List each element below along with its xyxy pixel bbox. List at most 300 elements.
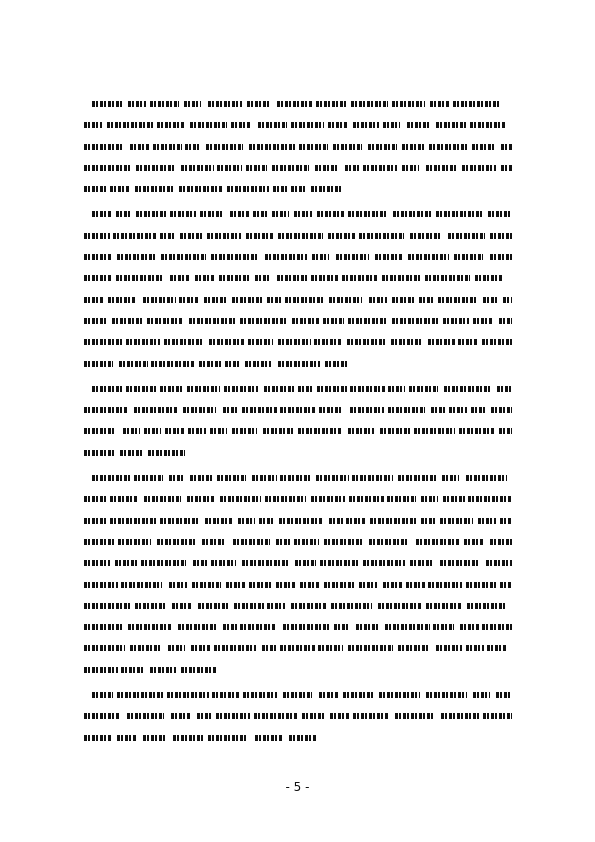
word-glyphs — [130, 645, 162, 651]
word-glyphs — [473, 318, 492, 324]
word-glyphs — [363, 560, 405, 566]
word-glyphs — [369, 297, 387, 303]
word-glyphs — [92, 101, 123, 107]
word-glyphs — [92, 475, 131, 481]
word-glyphs — [144, 496, 181, 502]
text-line — [84, 597, 512, 618]
word-glyphs — [272, 211, 289, 217]
word-glyphs — [153, 144, 182, 150]
word-glyphs — [311, 496, 345, 502]
word-glyphs — [441, 713, 479, 719]
word-glyphs — [181, 165, 214, 171]
word-glyphs — [212, 692, 240, 698]
word-glyphs — [345, 165, 359, 171]
word-glyphs — [483, 297, 498, 303]
word-glyphs — [189, 318, 235, 324]
word-glyphs — [258, 122, 287, 128]
text-line — [84, 159, 512, 180]
word-glyphs — [160, 386, 182, 392]
word-glyphs — [291, 186, 306, 192]
word-glyphs — [426, 165, 456, 171]
word-glyphs — [311, 186, 343, 192]
word-glyphs — [179, 186, 223, 192]
word-glyphs — [438, 297, 477, 303]
word-glyphs — [84, 407, 127, 413]
word-glyphs — [84, 275, 111, 281]
word-glyphs — [148, 450, 185, 456]
word-glyphs — [84, 624, 123, 630]
word-glyphs — [501, 144, 512, 150]
word-glyphs — [108, 297, 136, 303]
word-glyphs — [300, 582, 320, 588]
word-glyphs — [402, 144, 425, 150]
word-glyphs — [298, 428, 342, 434]
word-glyphs — [242, 560, 289, 566]
word-glyphs — [180, 233, 204, 239]
word-glyphs — [388, 407, 425, 413]
word-glyphs — [350, 386, 385, 392]
word-glyphs — [206, 144, 243, 150]
word-glyphs — [265, 254, 307, 260]
word-glyphs — [249, 582, 272, 588]
word-glyphs — [359, 582, 377, 588]
word-glyphs — [421, 518, 436, 524]
word-glyphs — [136, 211, 167, 217]
word-glyphs — [407, 122, 429, 128]
body-text — [84, 95, 512, 754]
word-glyphs — [499, 428, 512, 434]
word-glyphs — [433, 624, 454, 630]
word-glyphs — [262, 645, 276, 651]
word-glyphs — [409, 386, 438, 392]
word-glyphs — [278, 361, 320, 367]
word-glyphs — [324, 539, 364, 545]
word-glyphs — [426, 692, 467, 698]
paragraph — [84, 380, 512, 465]
word-glyphs — [318, 645, 343, 651]
word-glyphs — [168, 645, 185, 651]
word-glyphs — [392, 101, 425, 107]
word-glyphs — [311, 275, 338, 281]
word-glyphs — [280, 407, 315, 413]
word-glyphs — [443, 318, 469, 324]
word-glyphs — [329, 518, 343, 524]
word-glyphs — [211, 560, 236, 566]
word-glyphs — [246, 165, 267, 171]
text-line — [84, 639, 512, 660]
word-glyphs — [240, 318, 286, 324]
word-glyphs — [428, 339, 455, 345]
word-glyphs — [316, 475, 349, 481]
word-glyphs — [187, 496, 215, 502]
word-glyphs — [398, 475, 436, 481]
word-glyphs — [378, 603, 422, 609]
word-glyphs — [121, 582, 162, 588]
word-glyphs — [84, 735, 112, 741]
word-glyphs — [444, 386, 491, 392]
word-glyphs — [110, 186, 129, 192]
word-glyphs — [195, 275, 215, 281]
word-glyphs — [490, 233, 512, 239]
word-glyphs — [497, 386, 512, 392]
text-line — [84, 576, 512, 597]
word-glyphs — [200, 211, 224, 217]
word-glyphs — [356, 624, 379, 630]
word-glyphs — [273, 186, 288, 192]
word-glyphs — [193, 560, 207, 566]
word-glyphs — [170, 275, 189, 281]
word-glyphs — [248, 339, 273, 345]
word-glyphs — [214, 645, 256, 651]
word-glyphs — [84, 233, 110, 239]
word-glyphs — [150, 667, 176, 673]
word-glyphs — [473, 692, 490, 698]
text-line — [84, 205, 512, 226]
word-glyphs — [410, 233, 441, 239]
word-glyphs — [328, 233, 356, 239]
word-glyphs — [382, 275, 421, 281]
word-glyphs — [157, 539, 195, 545]
word-glyphs — [238, 518, 255, 524]
word-glyphs — [398, 645, 430, 651]
word-glyphs — [84, 428, 116, 434]
word-glyphs — [169, 475, 185, 481]
word-glyphs — [135, 186, 173, 192]
word-glyphs — [466, 475, 507, 481]
word-glyphs — [442, 475, 459, 481]
word-glyphs — [453, 101, 499, 107]
word-glyphs — [179, 297, 199, 303]
text-line — [84, 380, 512, 401]
word-glyphs — [84, 297, 104, 303]
word-glyphs — [294, 211, 312, 217]
word-glyphs — [205, 518, 232, 524]
word-glyphs — [84, 667, 118, 673]
word-glyphs — [291, 122, 324, 128]
word-glyphs — [84, 144, 124, 150]
text-line — [84, 444, 512, 465]
word-glyphs — [84, 603, 130, 609]
word-glyphs — [247, 101, 271, 107]
text-line — [84, 661, 512, 682]
word-glyphs — [130, 144, 149, 150]
page-number: - 5 - — [285, 780, 310, 794]
word-glyphs — [294, 539, 319, 545]
word-glyphs — [185, 144, 201, 150]
word-glyphs — [295, 560, 316, 566]
word-glyphs — [117, 735, 137, 741]
word-glyphs — [198, 603, 230, 609]
word-glyphs — [359, 233, 404, 239]
word-glyphs — [486, 560, 512, 566]
word-glyphs — [197, 713, 212, 719]
word-glyphs — [302, 713, 326, 719]
word-glyphs — [167, 692, 209, 698]
word-glyphs — [107, 122, 153, 128]
word-glyphs — [254, 713, 297, 719]
word-glyphs — [278, 339, 311, 345]
word-glyphs — [350, 407, 384, 413]
word-glyphs — [468, 496, 512, 502]
text-line — [84, 533, 512, 554]
word-glyphs — [84, 518, 106, 524]
text-line — [84, 469, 512, 490]
word-glyphs — [232, 428, 257, 434]
word-glyphs — [333, 144, 362, 150]
text-line — [84, 312, 512, 333]
word-glyphs — [410, 560, 434, 566]
word-glyphs — [482, 339, 512, 345]
word-glyphs — [421, 496, 438, 502]
word-glyphs — [208, 101, 242, 107]
text-line — [84, 269, 512, 290]
word-glyphs — [283, 692, 312, 698]
word-glyphs — [490, 539, 512, 545]
word-glyphs — [187, 386, 220, 392]
word-glyphs — [123, 428, 140, 434]
word-glyphs — [170, 211, 196, 217]
word-glyphs — [325, 361, 349, 367]
paragraph — [84, 205, 512, 375]
word-glyphs — [458, 339, 477, 345]
word-glyphs — [246, 233, 273, 239]
word-glyphs — [217, 165, 242, 171]
word-glyphs — [317, 211, 345, 217]
text-line — [84, 95, 512, 116]
word-glyphs — [500, 582, 512, 588]
word-glyphs — [128, 624, 172, 630]
word-glyphs — [84, 122, 102, 128]
word-glyphs — [471, 407, 487, 413]
word-glyphs — [430, 101, 450, 107]
word-glyphs — [278, 233, 323, 239]
text-line — [84, 554, 512, 575]
word-glyphs — [472, 144, 495, 150]
word-glyphs — [363, 165, 397, 171]
word-glyphs — [259, 518, 273, 524]
word-glyphs — [336, 254, 369, 260]
word-glyphs — [353, 122, 379, 128]
word-glyphs — [207, 233, 241, 239]
word-glyphs — [121, 667, 143, 673]
word-glyphs — [92, 386, 122, 392]
word-glyphs — [116, 211, 132, 217]
word-glyphs — [157, 122, 185, 128]
word-glyphs — [406, 582, 425, 588]
word-glyphs — [393, 211, 432, 217]
word-glyphs — [143, 297, 176, 303]
word-glyphs — [253, 211, 267, 217]
word-glyphs — [315, 165, 338, 171]
word-glyphs — [136, 165, 175, 171]
word-glyphs — [183, 407, 216, 413]
text-line — [84, 355, 512, 376]
word-glyphs — [230, 211, 249, 217]
word-glyphs — [501, 165, 512, 171]
word-glyphs — [292, 318, 320, 324]
word-glyphs — [117, 254, 155, 260]
word-glyphs — [126, 386, 156, 392]
text-line — [84, 291, 512, 312]
word-glyphs — [348, 645, 393, 651]
word-glyphs — [324, 582, 355, 588]
word-glyphs — [151, 361, 195, 367]
word-glyphs — [92, 211, 111, 217]
word-glyphs — [242, 407, 277, 413]
word-glyphs — [425, 275, 470, 281]
word-glyphs — [277, 275, 308, 281]
word-glyphs — [135, 603, 166, 609]
text-line — [84, 729, 512, 750]
word-glyphs — [448, 233, 485, 239]
word-glyphs — [449, 407, 467, 413]
word-glyphs — [408, 254, 449, 260]
word-glyphs — [223, 624, 237, 630]
word-glyphs — [217, 475, 246, 481]
text-line — [84, 333, 512, 354]
word-glyphs — [416, 539, 460, 545]
word-glyphs — [245, 361, 271, 367]
word-glyphs — [141, 560, 186, 566]
word-glyphs — [387, 496, 416, 502]
word-glyphs — [126, 339, 160, 345]
word-glyphs — [380, 428, 410, 434]
word-glyphs — [440, 560, 480, 566]
word-glyphs — [414, 428, 455, 434]
word-glyphs — [490, 254, 512, 260]
word-glyphs — [342, 275, 378, 281]
word-glyphs — [319, 692, 339, 698]
word-glyphs — [120, 450, 142, 456]
word-glyphs — [323, 318, 344, 324]
word-glyphs — [466, 582, 497, 588]
word-glyphs — [462, 165, 496, 171]
word-glyphs — [178, 624, 216, 630]
word-glyphs — [224, 386, 258, 392]
word-glyphs — [263, 428, 293, 434]
paragraph — [84, 95, 512, 201]
word-glyphs — [191, 645, 210, 651]
word-glyphs — [190, 475, 214, 481]
word-glyphs — [84, 582, 118, 588]
word-glyphs — [346, 518, 366, 524]
text-line — [84, 227, 512, 248]
word-glyphs — [388, 386, 405, 392]
word-glyphs — [231, 122, 251, 128]
word-glyphs — [443, 496, 465, 502]
word-glyphs — [496, 692, 512, 698]
word-glyphs — [419, 297, 434, 303]
word-glyphs — [84, 539, 115, 545]
word-glyphs — [172, 603, 191, 609]
word-glyphs — [84, 318, 106, 324]
word-glyphs — [161, 254, 206, 260]
word-glyphs — [383, 122, 400, 128]
word-glyphs — [464, 539, 484, 545]
word-glyphs — [402, 165, 419, 171]
word-glyphs — [500, 518, 512, 524]
word-glyphs — [285, 297, 324, 303]
word-glyphs — [181, 667, 217, 673]
word-glyphs — [84, 186, 107, 192]
word-glyphs — [351, 101, 388, 107]
word-glyphs — [431, 407, 445, 413]
word-glyphs — [460, 624, 479, 630]
word-glyphs — [347, 339, 386, 345]
word-glyphs — [208, 735, 248, 741]
word-glyphs — [243, 692, 277, 698]
word-glyphs — [255, 275, 270, 281]
word-glyphs — [265, 496, 306, 502]
word-glyphs — [503, 297, 512, 303]
word-glyphs — [232, 297, 263, 303]
word-glyphs — [436, 211, 482, 217]
word-glyphs — [348, 211, 388, 217]
word-glyphs — [291, 603, 327, 609]
word-glyphs — [320, 560, 358, 566]
text-line — [84, 707, 512, 728]
word-glyphs — [383, 582, 403, 588]
word-glyphs — [252, 475, 277, 481]
word-glyphs — [368, 144, 397, 150]
word-glyphs — [391, 339, 423, 345]
word-glyphs — [482, 624, 512, 630]
text-line — [84, 422, 512, 443]
word-glyphs — [171, 713, 191, 719]
word-glyphs — [84, 645, 125, 651]
word-glyphs — [225, 361, 241, 367]
word-glyphs — [143, 735, 167, 741]
word-glyphs — [160, 233, 176, 239]
word-glyphs — [240, 624, 276, 630]
word-glyphs — [113, 233, 157, 239]
text-line — [84, 180, 512, 201]
word-glyphs — [84, 361, 113, 367]
word-glyphs — [216, 713, 250, 719]
word-glyphs — [188, 428, 206, 434]
word-glyphs — [348, 318, 387, 324]
word-glyphs — [84, 254, 112, 260]
word-glyphs — [379, 692, 420, 698]
word-glyphs — [150, 101, 179, 107]
word-glyphs — [209, 339, 244, 345]
word-glyphs — [116, 275, 164, 281]
word-glyphs — [249, 144, 295, 150]
word-glyphs — [289, 735, 317, 741]
word-glyphs — [118, 539, 151, 545]
word-glyphs — [385, 624, 430, 630]
word-glyphs — [233, 539, 270, 545]
word-glyphs — [234, 603, 264, 609]
word-glyphs — [267, 603, 285, 609]
word-glyphs — [204, 297, 227, 303]
word-glyphs — [319, 407, 343, 413]
word-glyphs — [277, 101, 313, 107]
word-glyphs — [164, 339, 202, 345]
word-glyphs — [184, 101, 201, 107]
text-line — [84, 248, 512, 269]
word-glyphs — [220, 496, 261, 502]
text-line — [84, 618, 512, 639]
word-glyphs — [299, 144, 328, 150]
word-glyphs — [499, 318, 512, 324]
word-glyphs — [84, 165, 130, 171]
word-glyphs — [436, 122, 466, 128]
word-glyphs — [375, 254, 402, 260]
word-glyphs — [264, 386, 295, 392]
word-glyphs — [173, 735, 205, 741]
word-glyphs — [276, 582, 296, 588]
